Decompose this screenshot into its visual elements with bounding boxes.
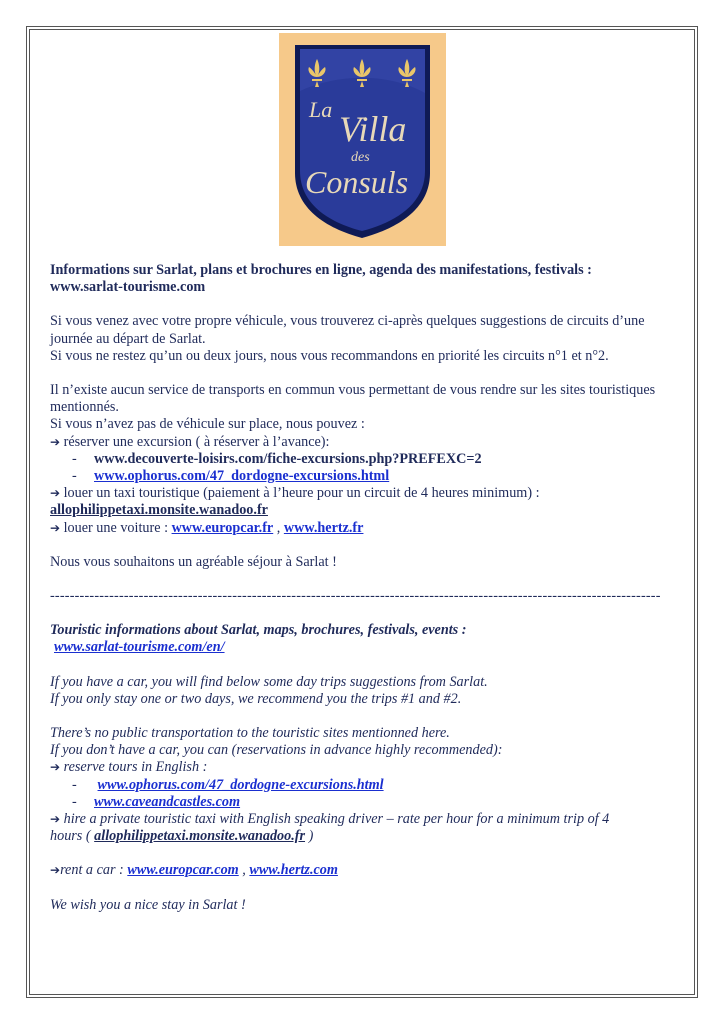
fr-excursion-text: réserver une excursion ( à réserver à l’avance):	[63, 433, 330, 450]
list-item	[50, 451, 680, 468]
link-caveandcastles[interactable]: www.caveandcastles.com	[94, 793, 241, 810]
list-item	[50, 468, 680, 485]
fr-paragraph-1a: Si vous venez avec votre propre véhicule, vous trouverez ci-après quelques suggestions de circuits d’une	[50, 313, 645, 330]
logo-text-villa: Villa	[339, 109, 407, 149]
en-closing: We wish you a nice stay in Sarlat !	[50, 896, 246, 913]
fr-paragraph-1c: Si vous ne restez qu’un ou deux jours, nous vous recommandons en priorité les circuits n°1 et n°2.	[50, 347, 609, 364]
en-tours-text: reserve tours in English :	[63, 759, 208, 776]
en-car-text: rent a car :	[60, 862, 128, 879]
en-heading: Touristic informations about Sarlat, maps, brochures, festivals, events :	[50, 622, 467, 639]
comma-separator: ,	[273, 519, 284, 536]
dash-bullet: -	[72, 793, 77, 810]
fr-paragraph-2b: mentionnés.	[50, 399, 119, 416]
dash-bullet: -	[72, 468, 77, 485]
link-taxi-en[interactable]: allophilippetaxi.monsite.wanadoo.fr	[94, 828, 306, 845]
en-heading-url-line	[50, 639, 680, 656]
en-taxi-prefix: hours (	[50, 828, 95, 845]
fr-paragraph-2c: Si vous n’avez pas de véhicule sur place, nous pouvez :	[50, 416, 365, 433]
link-europcar-fr[interactable]: www.europcar.fr	[171, 519, 274, 536]
document-body	[50, 262, 680, 914]
fr-closing: Nous vous souhaitons un agréable séjour à Sarlat !	[50, 553, 337, 570]
comma-separator: ,	[238, 862, 250, 879]
villa-des-consuls-logo	[279, 33, 446, 246]
link-sarlat-tourisme-en[interactable]: www.sarlat-tourisme.com/en/	[54, 639, 225, 656]
en-taxi-text: hire a private touristic taxi with English speaking driver – rate per hour for a minimum trip of 4	[63, 811, 610, 828]
logo-text-la: La	[309, 97, 333, 122]
en-paragraph-2a: There’s no public transportation to the touristic sites mentionned here.	[50, 725, 450, 742]
en-paragraph-1a: If you have a car, you will find below some day trips suggestions from Sarlat.	[50, 673, 488, 690]
list-item	[50, 777, 680, 794]
link-europcar-en[interactable]: www.europcar.com	[127, 862, 239, 879]
link-decouverte-loisirs[interactable]: www.decouverte-loisirs.com/fiche-excursions.php?PREFEXC=2	[94, 450, 482, 467]
fr-car-line	[50, 520, 680, 537]
section-separator: ----------------------------------------------------------------------------------------------------------------------------	[50, 588, 661, 605]
link-hertz-fr[interactable]: www.hertz.fr	[283, 519, 364, 536]
link-hertz-en[interactable]: www.hertz.com	[249, 862, 338, 879]
fr-car-text: louer une voiture :	[63, 519, 172, 536]
en-taxi-line-2	[50, 828, 680, 845]
arrow-icon: ➔	[50, 812, 61, 827]
arrow-icon: ➔	[50, 760, 61, 775]
arrow-icon: ➔	[50, 434, 61, 449]
en-paragraph-1b: If you only stay one or two days, we recommend you the trips #1 and #2.	[50, 690, 462, 707]
en-tours-line	[50, 759, 680, 776]
fr-taxi-text: louer un taxi touristique (paiement à l’heure pour un circuit de 4 heures minimum) :	[63, 485, 540, 502]
en-taxi-suffix: )	[305, 828, 314, 845]
arrow-icon: ➔	[50, 863, 61, 878]
arrow-icon: ➔	[50, 520, 61, 535]
logo-text-consuls: Consuls	[305, 164, 409, 200]
list-item	[50, 794, 680, 811]
fr-heading-url: www.sarlat-tourisme.com	[50, 279, 206, 296]
fr-taxi-link-line	[50, 502, 680, 519]
en-paragraph-2b: If you don’t have a car, you can (reservations in advance highly recommended):	[50, 742, 503, 759]
fr-paragraph-1b: journée au départ de Sarlat.	[50, 330, 206, 347]
link-taxi-fr[interactable]: allophilippetaxi.monsite.wanadoo.fr	[50, 502, 268, 519]
arrow-icon: ➔	[50, 486, 61, 501]
logo-text-des: des	[351, 150, 370, 165]
link-ophorus-en[interactable]: www.ophorus.com/47_dordogne-excursions.html	[97, 776, 384, 793]
dash-bullet: -	[72, 450, 77, 467]
fr-paragraph-2a: Il n’existe aucun service de transports en commun vous permettant de vous rendre sur les sites touristiques	[50, 382, 656, 399]
link-ophorus-fr[interactable]: www.ophorus.com/47_dordogne-excursions.html	[94, 468, 390, 485]
fr-taxi-line	[50, 485, 680, 502]
en-car-line	[50, 862, 680, 879]
fr-excursion-line	[50, 434, 680, 451]
dash-bullet: -	[72, 776, 77, 793]
en-taxi-line	[50, 811, 680, 828]
fr-heading: Informations sur Sarlat, plans et brochures en ligne, agenda des manifestations, festivals :	[50, 262, 592, 278]
